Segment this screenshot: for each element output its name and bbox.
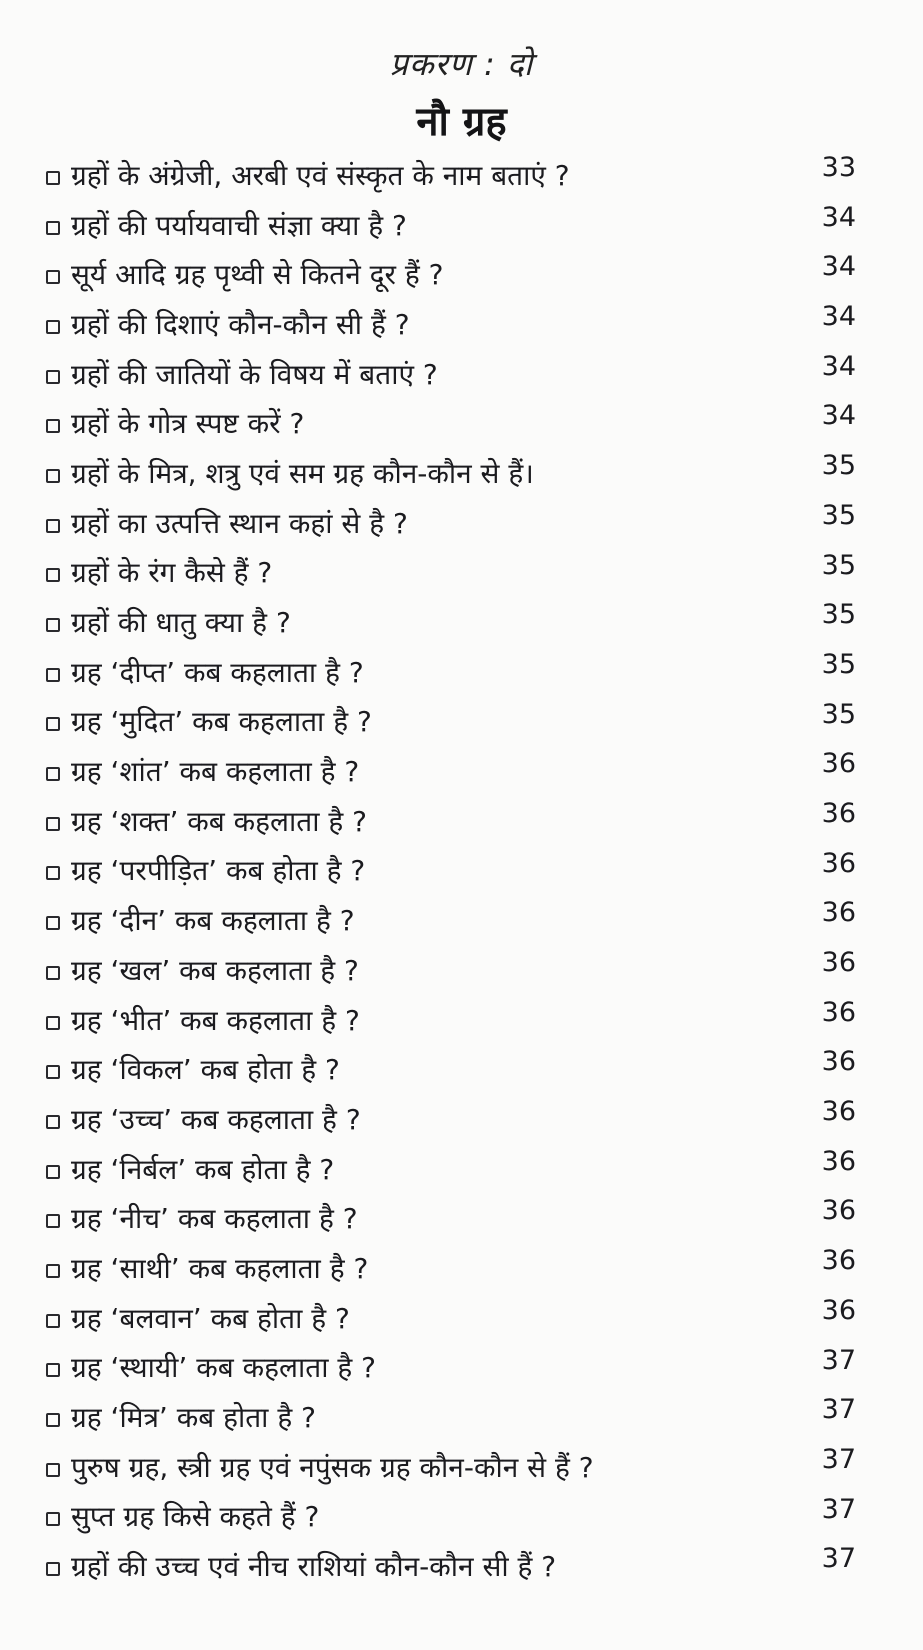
toc-question: पुरुष ग्रह, स्त्री ग्रह एवं नपुंसक ग्रह कौन-कौन से हैं ?: [71, 1450, 594, 1484]
checkbox-icon: [46, 1165, 60, 1179]
toc-row: [46, 647, 856, 697]
toc-row: [46, 548, 856, 598]
toc-page-number: 37: [821, 1493, 856, 1525]
checkbox-icon: [46, 866, 60, 880]
toc-page-number: 37: [821, 1543, 856, 1575]
toc-page-number: 37: [821, 1394, 856, 1426]
checkbox-icon: [46, 320, 60, 334]
toc-row: [46, 249, 856, 299]
checkbox-icon: [46, 519, 60, 533]
toc-question: ग्रहों के गोत्र स्पष्ट करें ?: [71, 407, 305, 441]
toc-question: ग्रह ‘नीच’ कब कहलाता है ?: [71, 1202, 358, 1236]
toc-question: सुप्त ग्रह किसे कहते हैं ?: [71, 1500, 320, 1534]
toc-question: ग्रहों की पर्यायवाची संज्ञा क्या है ?: [71, 208, 407, 242]
toc-page-number: 34: [821, 251, 856, 283]
toc-row: [46, 895, 856, 945]
toc-question: ग्रह ‘बलवान’ कब होता है ?: [71, 1301, 350, 1335]
toc-question: ग्रह ‘विकल’ कब होता है ?: [71, 1053, 340, 1087]
checkbox-icon: [46, 1413, 60, 1427]
toc-page-number: 34: [821, 400, 856, 432]
toc-row: [46, 150, 856, 200]
toc-question: ग्रहों का उत्पत्ति स्थान कहां से है ?: [71, 506, 408, 540]
toc-question: ग्रहों के रंग कैसे हैं ?: [71, 556, 273, 590]
toc-row: [46, 1193, 856, 1243]
toc-row: [46, 796, 856, 846]
toc-page-number: 33: [821, 152, 856, 183]
toc-page-number: 35: [821, 698, 856, 730]
toc-question: ग्रहों के मित्र, शत्रु एवं सम ग्रह कौन-कौन से हैं।: [71, 456, 534, 490]
checkbox-icon: [46, 171, 60, 185]
toc-question: ग्रहों की उच्च एवं नीच राशियां कौन-कौन सी हैं ?: [71, 1550, 557, 1584]
toc-page-number: 35: [821, 499, 856, 531]
checkbox-icon: [46, 668, 60, 682]
toc-row: [46, 1492, 856, 1542]
toc-page-number: 34: [821, 301, 856, 333]
toc-page-number: 35: [821, 450, 856, 482]
checkbox-icon: [46, 618, 60, 632]
toc-question: ग्रह ‘खल’ कब कहलाता है ?: [71, 953, 359, 987]
toc-row: [46, 398, 856, 448]
toc-row: [46, 995, 856, 1045]
toc-question: ग्रहों की जातियों के विषय में बताएं ?: [71, 357, 438, 391]
toc-row: [46, 1044, 856, 1094]
toc-question: सूर्य आदि ग्रह पृथ्वी से कितने दूर हैं ?: [71, 258, 444, 292]
toc-page-number: 36: [821, 1195, 856, 1227]
toc-question: ग्रहों की दिशाएं कौन-कौन सी हैं ?: [71, 307, 410, 341]
toc-question: ग्रह ‘शक्त’ कब कहलाता है ?: [71, 804, 368, 838]
table-of-contents: [46, 150, 856, 1591]
toc-page-number: 36: [821, 1096, 856, 1128]
checkbox-icon: [46, 1214, 60, 1228]
toc-question: ग्रह ‘दीप्त’ कब कहलाता है ?: [71, 655, 364, 689]
toc-row: [46, 697, 856, 747]
checkbox-icon: [46, 568, 60, 582]
checkbox-icon: [46, 1562, 60, 1576]
checkbox-icon: [46, 1512, 60, 1526]
toc-question: ग्रह ‘उच्च’ कब कहलाता है ?: [71, 1102, 361, 1136]
chapter-title: नौ ग्रह: [416, 99, 507, 145]
toc-row: [46, 1442, 856, 1492]
checkbox-icon: [46, 916, 60, 930]
checkbox-icon: [46, 270, 60, 284]
checkbox-icon: [46, 717, 60, 731]
toc-page-number: 36: [821, 1046, 856, 1078]
toc-row: [46, 299, 856, 349]
checkbox-icon: [46, 419, 60, 433]
toc-row: [46, 448, 856, 498]
toc-row: [46, 1243, 856, 1293]
toc-row: [46, 349, 856, 399]
toc-page-number: 36: [821, 996, 856, 1028]
toc-question: ग्रहों की धातु क्या है ?: [71, 606, 291, 640]
checkbox-icon: [46, 767, 60, 781]
toc-question: ग्रह ‘शांत’ कब कहलाता है ?: [71, 755, 360, 789]
checkbox-icon: [46, 1016, 60, 1030]
toc-page-number: 34: [821, 350, 856, 382]
checkbox-icon: [46, 817, 60, 831]
checkbox-icon: [46, 1363, 60, 1377]
toc-row: [46, 1541, 856, 1591]
toc-row: [46, 1392, 856, 1442]
toc-page-number: 36: [821, 947, 856, 978]
checkbox-icon: [46, 1314, 60, 1328]
toc-row: [46, 846, 856, 896]
toc-page-number: 35: [821, 549, 856, 581]
toc-row: [46, 746, 856, 796]
toc-page-number: 37: [821, 1344, 856, 1376]
toc-question: ग्रह ‘मुदित’ कब कहलाता है ?: [71, 705, 372, 739]
toc-page-number: 36: [821, 748, 856, 780]
toc-page-number: 36: [821, 1294, 856, 1326]
toc-page-number: 36: [821, 1145, 856, 1177]
toc-page-number: 36: [821, 847, 856, 879]
toc-question: ग्रह ‘स्थायी’ कब कहलाता है ?: [71, 1351, 376, 1385]
checkbox-icon: [46, 1463, 60, 1477]
checkbox-icon: [46, 221, 60, 235]
toc-question: ग्रह ‘साथी’ कब कहलाता है ?: [71, 1251, 369, 1285]
toc-page-number: 34: [821, 201, 856, 233]
toc-question: ग्रह ‘भीत’ कब कहलाता है ?: [71, 1003, 360, 1037]
toc-page-number: 35: [821, 648, 856, 680]
toc-page-number: 36: [821, 1245, 856, 1277]
toc-question: ग्रह ‘निर्बल’ कब होता है ?: [71, 1152, 335, 1186]
checkbox-icon: [46, 966, 60, 980]
toc-row: [46, 1293, 856, 1343]
toc-row: [46, 945, 856, 995]
checkbox-icon: [46, 469, 60, 483]
toc-question: ग्रह ‘मित्र’ कब होता है ?: [71, 1401, 316, 1435]
toc-row: [46, 498, 856, 548]
checkbox-icon: [46, 370, 60, 384]
toc-question: ग्रहों के अंग्रेजी, अरबी एवं संस्कृत के नाम बताएं ?: [71, 158, 570, 192]
toc-row: [46, 1144, 856, 1194]
toc-page-number: 36: [821, 897, 856, 929]
toc-page-number: 35: [821, 599, 856, 631]
chapter-label: प्रकरण : दो: [389, 45, 534, 83]
toc-row: [46, 1343, 856, 1393]
toc-row: [46, 200, 856, 250]
toc-page-number: 37: [821, 1443, 856, 1475]
toc-row: [46, 597, 856, 647]
toc-question: ग्रह ‘परपीड़ित’ कब होता है ?: [71, 854, 366, 888]
toc-row: [46, 1094, 856, 1144]
checkbox-icon: [46, 1264, 60, 1278]
toc-question: ग्रह ‘दीन’ कब कहलाता है ?: [71, 904, 355, 938]
checkbox-icon: [46, 1065, 60, 1079]
checkbox-icon: [46, 1115, 60, 1129]
toc-page-number: 36: [821, 797, 856, 829]
